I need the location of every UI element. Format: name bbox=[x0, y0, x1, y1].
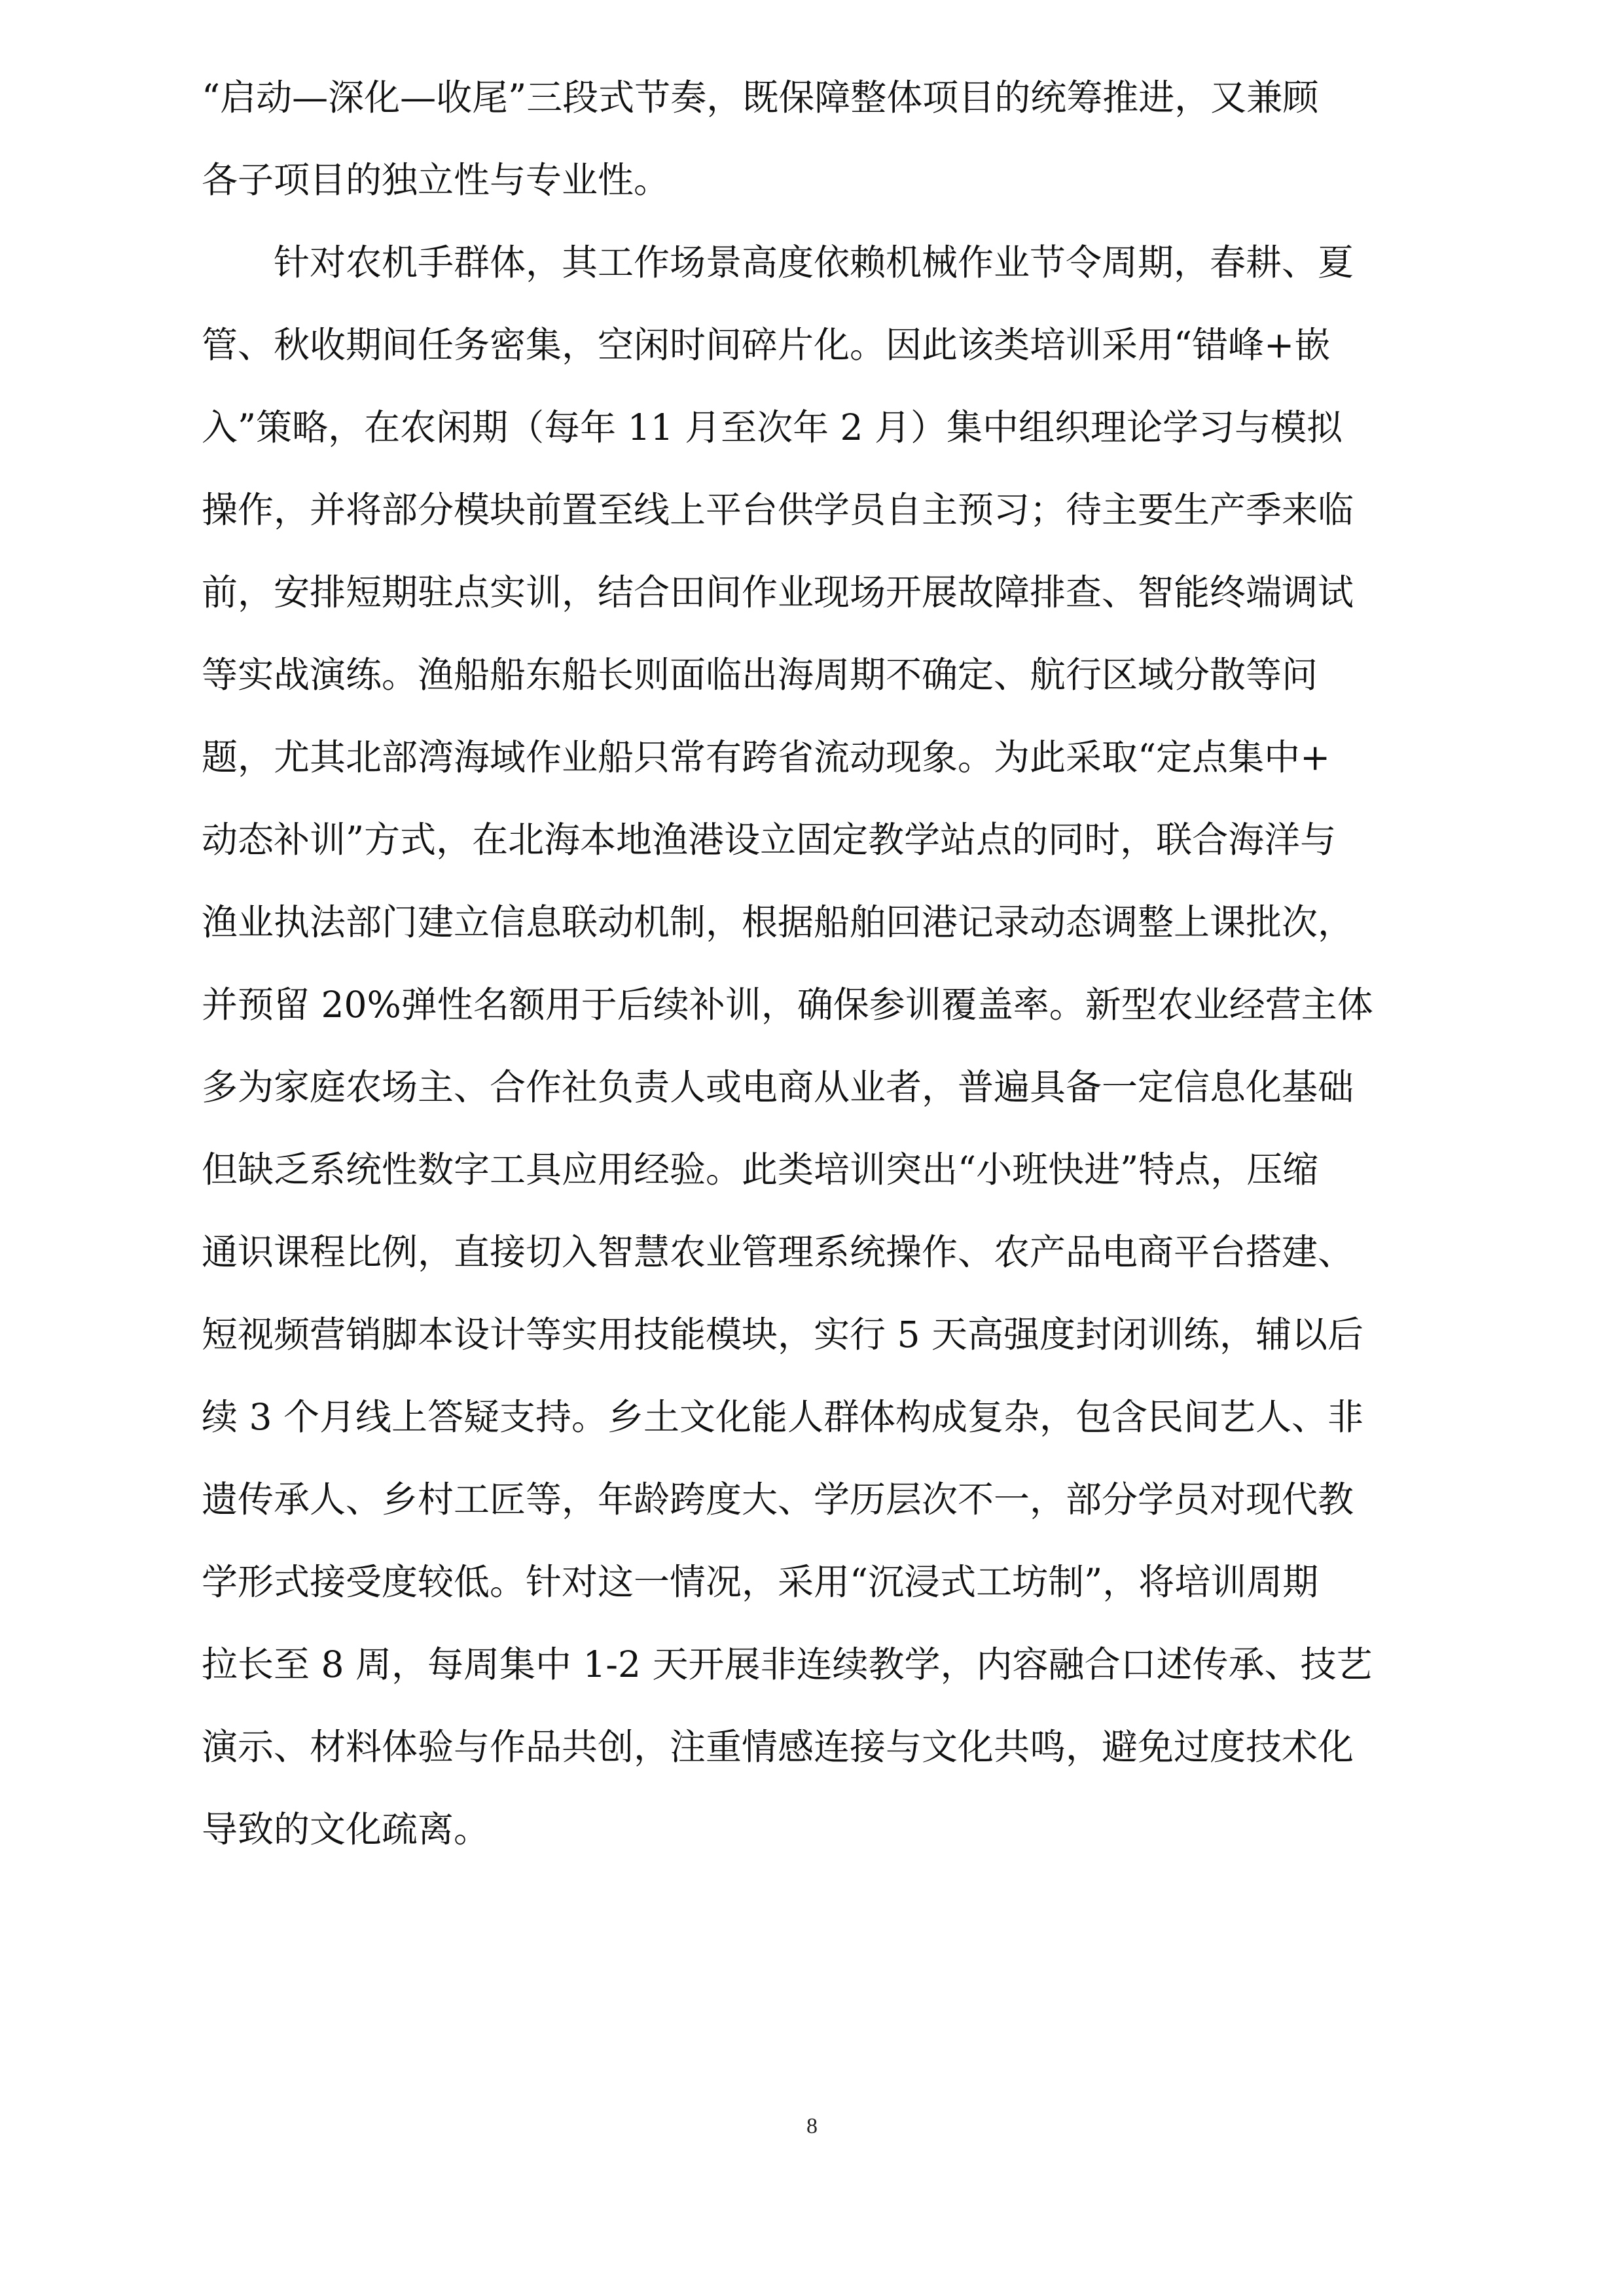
paragraph-line: 通识课程比例，直接切入智慧农业管理系统操作、农产品电商平台搭建、 bbox=[202, 1231, 1354, 1273]
paragraph-line: 前，安排短期驻点实训，结合田间作业现场开展故障排查、智能终端调试 bbox=[202, 571, 1354, 613]
paragraph-line: 多为家庭农场主、合作社负责人或电商从业者，普遍具备一定信息化基础 bbox=[202, 1066, 1354, 1108]
page-number: 8 bbox=[806, 2114, 818, 2138]
paragraph-1 bbox=[202, 56, 1445, 221]
paragraph-line: 学形式接受度较低。针对这一情况，采用“沉浸式工坊制”，将培训周期 bbox=[202, 1561, 1319, 1603]
paragraph-line: 短视频营销脚本设计等实用技能模块，实行 5 天高强度封闭训练，辅以后 bbox=[202, 1314, 1363, 1355]
paragraph-line: 遗传承人、乡村工匠等，年龄跨度大、学历层次不一，部分学员对现代教 bbox=[202, 1479, 1354, 1520]
paragraph-line: 演示、材料体验与作品共创，注重情感连接与文化共鸣，避免过度技术化 bbox=[202, 1726, 1354, 1768]
paragraph-2 bbox=[202, 221, 1445, 1871]
paragraph-line: 续 3 个月线上答疑支持。乡土文化能人群体构成复杂，包含民间艺人、非 bbox=[202, 1396, 1363, 1438]
paragraph-line: 管、秋收期间任务密集，空闲时间碎片化。因此该类培训采用“错峰+嵌 bbox=[202, 324, 1331, 366]
paragraph-line: 导致的文化疏离。 bbox=[202, 1808, 490, 1850]
paragraph-line: “启动—深化—收尾”三段式节奏，既保障整体项目的统筹推进，又兼顾 bbox=[202, 77, 1319, 118]
paragraph-line: 但缺乏系统性数字工具应用经验。此类培训突出“小班快进”特点，压缩 bbox=[202, 1149, 1319, 1191]
paragraph-line: 入”策略，在农闲期（每年 11 月至次年 2 月）集中组织理论学习与模拟 bbox=[202, 406, 1343, 448]
paragraph-line: 渔业执法部门建立信息联动机制，根据船舶回港记录动态调整上课批次， bbox=[202, 901, 1354, 943]
paragraph-line: 各子项目的独立性与专业性。 bbox=[202, 159, 670, 201]
paragraph-line: 动态补训”方式，在北海本地渔港设立固定教学站点的同时，联合海洋与 bbox=[202, 819, 1337, 861]
body-text bbox=[202, 56, 1445, 1871]
paragraph-line: 操作，并将部分模块前置至线上平台供学员自主预习；待主要生产季来临 bbox=[202, 489, 1354, 531]
paragraph-line: 题，尤其北部湾海域作业船只常有跨省流动现象。为此采取“定点集中+ bbox=[202, 736, 1331, 778]
paragraph-line: 拉长至 8 周，每周集中 1-2 天开展非连续教学，内容融合口述传承、技艺 bbox=[202, 1643, 1373, 1685]
paragraph-line: 针对农机手群体，其工作场景高度依赖机械作业节令周期，春耕、夏 bbox=[274, 242, 1354, 283]
paragraph-line: 并预留 20%弹性名额用于后续补训，确保参训覆盖率。新型农业经营主体 bbox=[202, 984, 1373, 1026]
paragraph-line: 等实战演练。渔船船东船长则面临出海周期不确定、航行区域分散等问 bbox=[202, 654, 1318, 696]
